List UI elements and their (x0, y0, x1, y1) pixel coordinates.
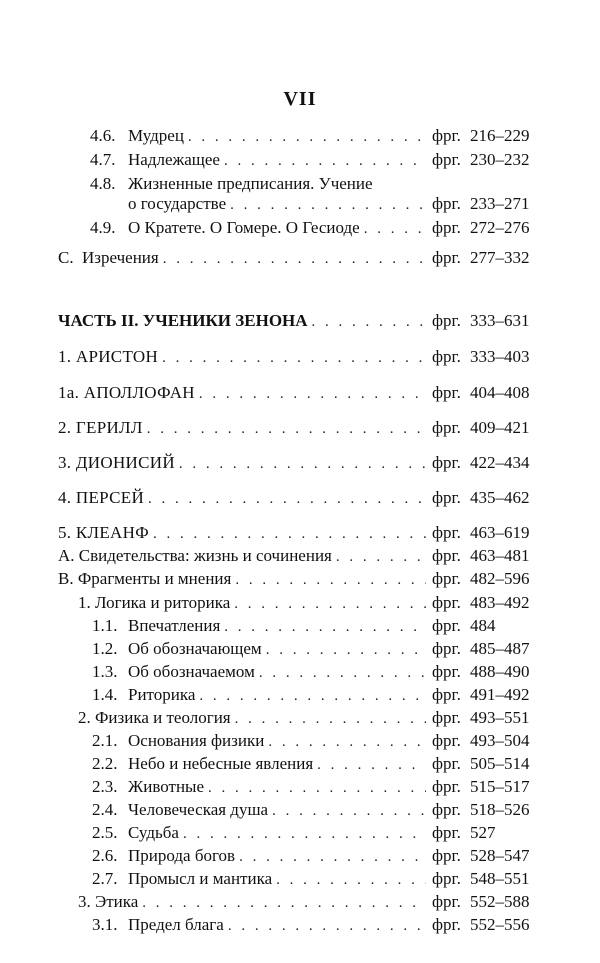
fragment-label: фрг. (432, 616, 461, 635)
toc-entry[interactable] (0, 752, 600, 776)
toc-entry[interactable] (0, 381, 600, 405)
toc-entry[interactable] (0, 148, 600, 172)
entry-title: 1а. АПОЛЛОФАН (58, 383, 195, 402)
fragment-range: 463–619 (470, 523, 530, 542)
toc-entry[interactable] (0, 867, 600, 891)
fragment-label: фрг. (432, 731, 461, 750)
toc-entry[interactable] (0, 683, 600, 707)
toc-entry[interactable] (0, 844, 600, 868)
toc-entry[interactable] (0, 821, 600, 845)
fragment-range: 528–547 (470, 846, 530, 865)
toc-entry[interactable] (0, 591, 600, 615)
fragment-range: 482–596 (470, 569, 530, 588)
dot-leader (276, 868, 426, 892)
entry-title: 3. Этика (78, 892, 139, 911)
toc-entry[interactable] (0, 416, 600, 440)
fragment-label: фрг. (432, 248, 461, 267)
fragment-label: фрг. (432, 311, 461, 330)
fragment-range: 277–332 (470, 248, 530, 267)
fragment-range: 548–551 (470, 869, 530, 888)
fragment-label: фрг. (432, 869, 461, 888)
entry-title: Жизненные предписания. Учение (128, 174, 373, 193)
dot-leader (234, 592, 426, 616)
toc-entry[interactable] (0, 913, 600, 937)
fragment-label: фрг. (432, 523, 461, 542)
fragment-label: фрг. (432, 892, 461, 911)
entry-number: 1.2. (92, 639, 118, 658)
toc-entry[interactable] (0, 345, 600, 369)
entry-number: 1.1. (92, 616, 118, 635)
fragment-label: фрг. (432, 347, 461, 366)
fragment-label: фрг. (432, 639, 461, 658)
toc-entry[interactable] (0, 567, 600, 591)
toc-entry[interactable] (0, 216, 600, 240)
entry-number: 3.1. (92, 915, 118, 934)
fragment-label: фрг. (432, 194, 461, 213)
fragment-label: фрг. (432, 383, 461, 402)
entry-number: 4.7. (90, 150, 116, 169)
fragment-range: 493–504 (470, 731, 530, 750)
fragment-range: 488–490 (470, 662, 530, 681)
toc-entry[interactable] (0, 890, 600, 914)
entry-title: о государстве (128, 194, 227, 213)
page-number: VII (283, 88, 317, 110)
dot-leader (312, 310, 426, 334)
toc-entry[interactable] (0, 775, 600, 799)
dot-leader (148, 487, 426, 511)
toc-entry[interactable] (0, 798, 600, 822)
dot-leader (268, 730, 426, 754)
fragment-label: фрг. (432, 569, 461, 588)
entry-number: 1.3. (92, 662, 118, 681)
fragment-range: 404–408 (470, 383, 530, 402)
entry-title: Человеческая душа (128, 800, 269, 819)
entry-title: О Кратете. О Гомере. О Гесиоде (128, 218, 360, 237)
dot-leader (199, 382, 426, 406)
dot-leader (228, 914, 426, 938)
entry-number: 1.4. (92, 685, 118, 704)
fragment-label: фрг. (432, 846, 461, 865)
toc-entry-continuation[interactable] (0, 192, 600, 216)
dot-leader (153, 522, 426, 546)
entry-number: 4.9. (90, 218, 116, 237)
fragment-label: фрг. (432, 453, 461, 472)
toc-entry[interactable] (0, 706, 600, 730)
dot-leader (147, 417, 426, 441)
entry-title: 1. Логика и риторика (78, 593, 231, 612)
fragment-label: фрг. (432, 218, 461, 237)
entry-number: 2.1. (92, 731, 118, 750)
fragment-range: 484 (470, 616, 496, 635)
part-title: ЧАСТЬ II. УЧЕНИКИ ЗЕНОНА (58, 311, 308, 330)
entry-title: Мудрец (128, 126, 184, 145)
fragment-range: 422–434 (470, 453, 530, 472)
fragment-range: 216–229 (470, 126, 530, 145)
toc-entry[interactable] (0, 614, 600, 638)
fragment-label: фрг. (432, 754, 461, 773)
entry-title: Изречения (82, 248, 159, 267)
dot-leader (224, 615, 426, 639)
entry-number: 2.5. (92, 823, 118, 842)
fragment-label: фрг. (432, 708, 461, 727)
dot-leader (364, 217, 426, 241)
entry-title: 2. ГЕРИЛЛ (58, 418, 143, 437)
fragment-label: фрг. (432, 823, 461, 842)
fragment-range: 409–421 (470, 418, 530, 437)
entry-title: 5. КЛЕАНФ (58, 523, 149, 542)
fragment-label: фрг. (432, 126, 461, 145)
entry-number: C. (58, 248, 74, 267)
fragment-label: фрг. (432, 150, 461, 169)
toc-entry[interactable] (0, 486, 600, 510)
entry-title: Природа богов (128, 846, 236, 865)
entry-title: 3. ДИОНИСИЙ (58, 453, 175, 472)
fragment-label: фрг. (432, 593, 461, 612)
dot-leader (199, 684, 426, 708)
dot-leader (183, 822, 426, 846)
dot-leader (266, 638, 426, 662)
dot-leader (188, 125, 426, 149)
entry-number: 2.3. (92, 777, 118, 796)
fragment-range: 230–232 (470, 150, 530, 169)
entry-title: B. Фрагменты и мнения (58, 569, 232, 588)
fragment-label: фрг. (432, 488, 461, 507)
entry-number: 2.7. (92, 869, 118, 888)
entry-title: A. Свидетельства: жизнь и сочинения (58, 546, 332, 565)
fragment-range: 483–492 (470, 593, 530, 612)
entry-title: Небо и небесные явления (128, 754, 314, 773)
fragment-range: 491–492 (470, 685, 530, 704)
fragment-range: 233–271 (470, 194, 530, 213)
fragment-label: фрг. (432, 777, 461, 796)
entry-number: 2.4. (92, 800, 118, 819)
entry-title: Предел блага (128, 915, 224, 934)
entry-title: Животные (128, 777, 205, 796)
entry-title: Основания физики (128, 731, 265, 750)
fragment-range: 485–487 (470, 639, 530, 658)
fragment-range: 333–631 (470, 311, 530, 330)
toc-entry[interactable] (0, 660, 600, 684)
dot-leader (336, 545, 426, 569)
fragment-range: 435–462 (470, 488, 530, 507)
fragment-range: 527 (470, 823, 496, 842)
entry-title: Риторика (128, 685, 196, 704)
entry-title: Судьба (128, 823, 179, 842)
toc-entry[interactable] (0, 729, 600, 753)
dot-leader (272, 799, 426, 823)
entry-number: 2.6. (92, 846, 118, 865)
dot-leader (162, 346, 426, 370)
fragment-range: 333–403 (470, 347, 530, 366)
entry-title: 1. АРИСТОН (58, 347, 159, 366)
toc-entry[interactable] (0, 637, 600, 661)
toc-entry[interactable] (0, 544, 600, 568)
fragment-label: фрг. (432, 685, 461, 704)
entry-title: Надлежащее (128, 150, 220, 169)
dot-leader (230, 193, 426, 217)
entry-title: 2. Физика и теология (78, 708, 231, 727)
entry-title: Об обозначаемом (128, 662, 255, 681)
fragment-range: 552–556 (470, 915, 530, 934)
fragment-label: фрг. (432, 800, 461, 819)
dot-leader (142, 891, 426, 915)
toc-entry[interactable] (0, 124, 600, 148)
entry-title: 4. ПЕРСЕЙ (58, 488, 145, 507)
fragment-label: фрг. (432, 418, 461, 437)
dot-leader (235, 707, 426, 731)
fragment-range: 272–276 (470, 218, 530, 237)
entry-title: Промысл и мантика (128, 869, 273, 888)
fragment-range: 493–551 (470, 708, 530, 727)
fragment-range: 505–514 (470, 754, 530, 773)
entry-title: Впечатления (128, 616, 221, 635)
entry-number: 2.2. (92, 754, 118, 773)
toc-part-heading[interactable] (0, 309, 600, 333)
dot-leader (179, 452, 426, 476)
toc-entry[interactable] (0, 521, 600, 545)
dot-leader (208, 776, 426, 800)
dot-leader (239, 845, 426, 869)
dot-leader (317, 753, 426, 777)
fragment-range: 515–517 (470, 777, 530, 796)
fragment-range: 463–481 (470, 546, 530, 565)
fragment-range: 518–526 (470, 800, 530, 819)
toc-entry[interactable] (0, 451, 600, 475)
toc-entry[interactable] (0, 246, 600, 270)
dot-leader (224, 149, 426, 173)
entry-title: Об обозначающем (128, 639, 262, 658)
dot-leader (235, 568, 426, 592)
dot-leader (163, 247, 426, 271)
fragment-label: фрг. (432, 915, 461, 934)
fragment-label: фрг. (432, 546, 461, 565)
fragment-label: фрг. (432, 662, 461, 681)
dot-leader (259, 661, 426, 685)
fragment-range: 552–588 (470, 892, 530, 911)
entry-number: 4.6. (90, 126, 116, 145)
entry-number: 4.8. (90, 174, 116, 193)
